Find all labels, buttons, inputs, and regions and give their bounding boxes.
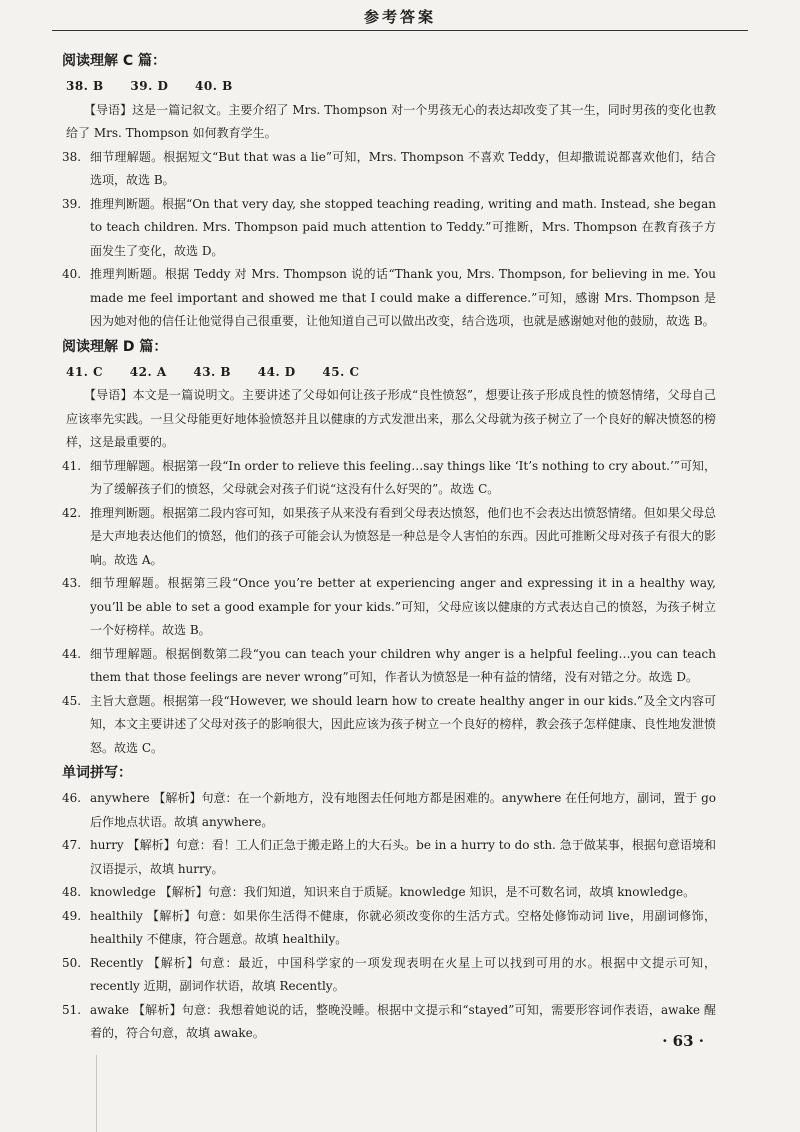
question-number: 48. [62,885,82,899]
explanation-item [62,502,716,573]
question-number: 49. [62,908,82,923]
question-number: 45. [62,693,82,708]
explanation-text: anywhere 【解析】句意：在一个新地方，没有地图去任何地方都是困难的。anywhere 在任何地方，副词，置于 go 后作地点状语。故填 anywhere。 [90,791,716,829]
answer-key: 43. B [193,364,232,379]
explanation-text: Recently 【解析】句意：最近，中国科学家的一项发现表明在火星上可以找到可用的水。根据中文提示可知，recently 近期，副词作状语，故填 Recently。 [90,955,716,993]
answer-key: 38. B [66,79,104,93]
explanation-item [62,905,716,952]
answer-key: 45. C [322,364,360,379]
explanation-text: 细节理解题。根据倒数第二段“you can teach your children why anger is a helpful feeling…you can teach them that those feelings are never wrong”可知，作者认为愤怒是一种有益的情绪，没有对错之分。故选 D。 [90,646,716,684]
section-word-spelling [62,760,716,1046]
answer-key: 44. D [257,364,296,379]
answer-key: 39. D [130,79,169,93]
section-title: 阅读理解 D 篇： [62,338,168,355]
question-number: 47. [62,838,82,852]
answer-content [62,48,716,1046]
question-number: 50. [62,955,82,970]
question-number: 38. [62,149,82,164]
explanation-text: knowledge 【解析】句意：我们知道，知识来自于质疑。knowledge 知识，是不可数名词，故填 knowledge。 [90,885,696,899]
explanation-text: hurry 【解析】句意：看！工人们正急于搬走路上的大石头。be in a hurry to do sth. 急于做某事，根据句意语境和汉语提示，故填 hurry。 [90,838,716,876]
question-number: 41. [62,458,82,473]
explanation-item [62,787,716,834]
explanation-text: 推理判断题。根据 Teddy 对 Mrs. Thompson 说的话“Thank you, Mrs. Thompson, for believing in me. You made me feel important and showed me that I could make a difference.”可知，感谢 Mrs. Thompson 是因为她对他的信任让他觉得自己很重要，让他知道自己可以做出改变，结合选项，也就是感谢她对他的鼓励，故选 B。 [90,267,716,328]
passage-intro: 【导语】本文是一篇说明文。主要讲述了父母如何让孩子形成“良性愤怒”，想要让孩子形成良性的愤怒情绪，父母自己应该率先实践。一旦父母能更好地体验愤怒并且以健康的方式发泄出来，那么父母就为孩子树立了一个良好的解决愤怒的榜样，这是最重要的。 [66,388,716,449]
explanation-item [62,881,716,905]
question-number: 39. [62,196,82,211]
explanation-item [62,999,716,1046]
explanation-item [62,690,716,761]
explanation-item [62,952,716,999]
passage-intro: 【导语】这是一篇记叙文。主要介绍了 Mrs. Thompson 对一个男孩无心的表达却改变了其一生，同时男孩的变化也教给了 Mrs. Thompson 如何教育学生。 [66,102,716,140]
page-number: · 63 · [662,1032,704,1050]
explanation-item [62,455,716,502]
question-number: 46. [62,791,82,805]
section-reading-d [62,334,716,761]
explanation-text: 细节理解题。根据短文“But that was a lie”可知，Mrs. Thompson 不喜欢 Teddy，但却撒谎说都喜欢他们，结合选项，故选 B。 [90,149,716,187]
question-number: 40. [62,267,82,281]
explanation-item [62,193,716,264]
section-title: 单词拼写： [62,765,132,781]
explanation-text: 推理判断题。根据“On that very day, she stopped teaching reading, writing and math. Instead, she began to teach children. Mrs. Thompson paid much attention to Teddy.”可推断，Mrs. Thompson 在教育孩子方面发生了变化，故选 D。 [90,196,716,258]
header-divider [52,30,748,31]
explanation-text: 推理判断题。根据第二段内容可知，如果孩子从来没有看到父母表达愤怒，他们也不会表达出愤怒情绪。但如果父母总是大声地表达他们的愤怒，他们的孩子可能会认为愤怒是一种总是令人害怕的东西。因此可推断父母对孩子有很大的影响。故选 A。 [90,505,716,567]
section-reading-c [62,48,716,334]
explanation-item [62,146,716,193]
explanation-text: 主旨大意题。根据第一段“However, we should learn how to create healthy anger in our kids.”及全文内容可知，本文主要讲述了父母对孩子的影响很大，因此应该为孩子树立一个良好的榜样，教会孩子怎样健康、良性地发泄愤怒。故选 C。 [90,693,716,755]
answer-key: 41. C [66,364,104,379]
question-number: 43. [62,576,82,590]
explanation-text: healthily 【解析】句意：如果你生活得不健康，你就必须改变你的生活方式。空格处修饰动词 live，用副词修饰，healthily 不健康，符合题意。故填 healthily。 [90,908,716,946]
explanation-text: 细节理解题。根据第一段“In order to relieve this feeling…say things like ‘It’s nothing to cry about.’”可知，为了缓解孩子们的愤怒，父母就会对孩子们说“这没有什么好哭的”。故选 C。 [90,458,716,496]
answer-key: 42. A [129,364,167,379]
explanation-item [62,834,716,881]
answer-key: 40. B [195,79,233,93]
section-title: 阅读理解 C 篇： [62,53,167,69]
answer-key-line [66,361,716,385]
explanation-item [62,263,716,334]
explanation-item [62,572,716,643]
explanation-text: 细节理解题。根据第三段“Once you’re better at experiencing anger and expressing it in a healthy way, you’ll be able to set a good example for your kids.”可知，父母应该以健康的方式表达自己的愤怒，为孩子树立一个好榜样。故选 B。 [90,576,716,637]
binding-margin-line [96,1055,97,1132]
question-number: 51. [62,1002,82,1017]
page-header: 参考答案 [363,8,436,26]
explanation-item [62,643,716,690]
answer-key-line [66,75,716,99]
question-number: 44. [62,646,82,661]
explanation-text: awake 【解析】句意：我想着她说的话，整晚没睡。根据中文提示和“stayed”可知，需要形容词作表语，awake 醒着的，符合句意，故填 awake。 [90,1002,716,1040]
question-number: 42. [62,505,82,520]
